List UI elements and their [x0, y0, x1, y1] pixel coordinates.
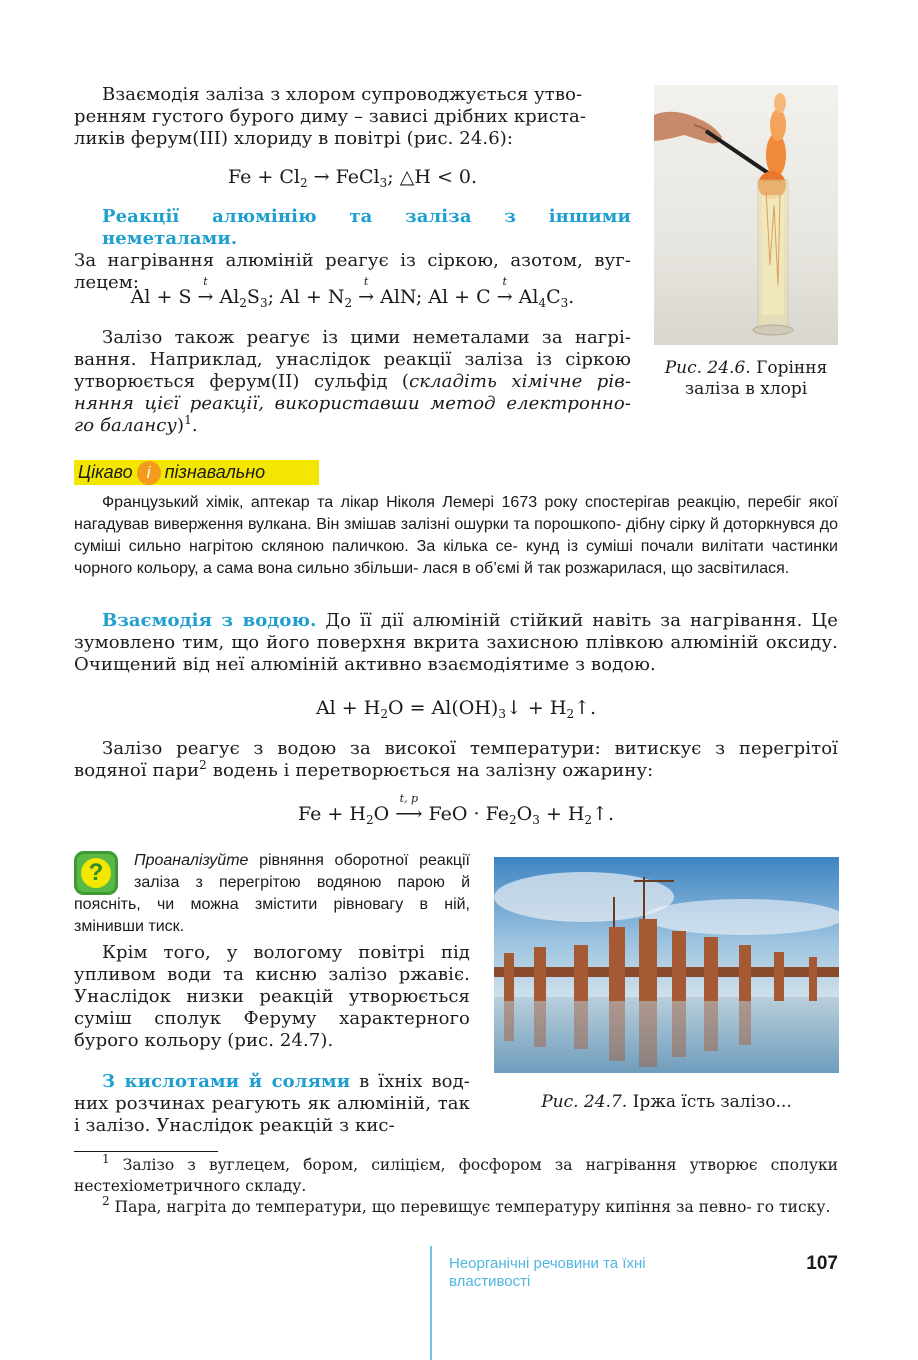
- nonmetals-paragraph: [74, 206, 631, 294]
- equation-iron-water: $Fe + H_2O$ t, p ⟶ FeO · $Fe_2O_3$ + $H_2↑$.: [297, 792, 615, 827]
- nonmetals-heading: Реакції алюмінію та заліза з іншими неметалами.: [102, 206, 631, 249]
- intro-line-2: ренням густого бурого диму – зависі дрібних криста-: [74, 106, 587, 127]
- heat-arrow: t →: [197, 275, 214, 308]
- footnote-divider: [74, 1151, 218, 1152]
- interesting-body: Французький хімік, аптекар та лікар Ніколя Лемері 1673 року спостерігав реакцію, перебіг якої нагадував виверження вулкана. Він змішав залізні ошурки та порошкопо- дібну сірку й доторкнувся до суміші сильно нагрітою скляною паличкою. За кілька се- кунд із суміші почали вилітати частинки чорного кольору, а сама вона сильно збільши- лася в об’ємі й так розжарилася, що засвітилася.: [74, 494, 838, 577]
- iron-water-paragraph: Залізо реагує з водою за високої температури: витискує з перегрітої водяної пари$^2$ водень і перетворюється на залізну ожарину:: [74, 738, 838, 781]
- acids-paragraph: З кислотами й солями в їхніх вод- них розчинах реагують як алюміній, так і залізо. Унаслідок реакцій з кис-: [74, 1071, 470, 1136]
- heat-arrow: t →: [496, 275, 513, 308]
- info-badge-icon: і: [137, 461, 161, 485]
- iron-nonmetals-paragraph: Залізо також реагує із цими неметалами за нагрі- вання. Наприклад, унаслідок реакції заліза із сіркою утворюється ферум(ІІ) сульфід (складіть хімічне рів- няння цієї реакції, використавши метод електронно- го балансу)$^1$.: [74, 327, 632, 436]
- footnote-1: $^1$ Залізо з вуглецем, бором, силіцієм, фосфором за нагрівання утворює сполуки нестехіометричного складу.: [74, 1152, 838, 1195]
- footer-section-title: Неорганічні речовини та їхні властивості: [449, 1255, 646, 1290]
- footer-divider: [430, 1246, 432, 1360]
- equation-aluminium-water: $Al + H_2O$ = $Al(OH)_3↓$ + $H_2↑$.: [315, 697, 597, 721]
- interesting-word-2: пізнавально: [164, 462, 266, 482]
- water-heading: Взаємодія з водою.: [102, 610, 317, 631]
- interesting-banner: [74, 460, 319, 485]
- nonmetals-body: За нагрівання алюміній реагує із сіркою, азотом, вуг- лецем:: [74, 250, 631, 293]
- figure-iron-burning-in-chlorine: [654, 85, 838, 345]
- rust-paragraph: Крім того, у вологому повітрі під упливом води та кисню залізо ржавіє. Унаслідок низки реакцій утворюється суміш сполук Феруму характерного бурого кольору (рис. 24.7).: [74, 942, 470, 1051]
- figure-rusty-bridge: [494, 857, 839, 1073]
- intro-line-1: Взаємодія заліза з хлором супроводжується утво-: [102, 84, 583, 105]
- heat-arrow: t →: [358, 275, 375, 308]
- page-number: 107: [806, 1253, 838, 1274]
- question-icon: ?: [74, 851, 118, 895]
- intro-paragraph: [74, 84, 631, 150]
- question-text: Проаналізуйте рівняння оборотної реакції заліза з перегрітою водяною парою й поясніть, чи можна змістити рівновагу в ній, змінивши тиск.: [74, 852, 470, 935]
- figure-24-6-caption: Рис. 24.6. Горіння заліза в хлорі: [664, 358, 828, 399]
- equation-aluminium-nonmetals: Al + S t → $Al_2S_3$; $Al + N_2$ t → AlN; Al + C t → $Al_4C_3$.: [130, 275, 575, 310]
- acids-heading: З кислотами й солями: [102, 1071, 351, 1092]
- rusty-bridge-illustration: [494, 857, 839, 1073]
- water-paragraph: Взаємодія з водою. До її дії алюміній стійкий навіть за нагрівання. Це зумовлено тим, що його поверхня вкрита захисною плівкою алюміній оксиду. Очищений від неї алюміній активно взаємодіятиме з водою.: [74, 610, 838, 675]
- interesting-word-1: Цікаво: [78, 462, 133, 482]
- footnote-2: $^2$ Пара, нагріта до температури, що перевищує температуру кипіння за певно- го тиску.: [102, 1194, 831, 1216]
- equation-iron-chlorine: $Fe + Cl_2$ → FeCl$_3$; △H < 0.: [227, 166, 478, 190]
- figure-24-7-caption: Рис. 24.7. Іржа їсть залізо...: [541, 1092, 792, 1112]
- burning-iron-illustration: [654, 85, 838, 345]
- conditions-arrow: t, p ⟶: [395, 792, 423, 825]
- intro-line-3: ликів ферум(ІІІ) хлориду в повітрі (рис. 24.6):: [74, 128, 514, 149]
